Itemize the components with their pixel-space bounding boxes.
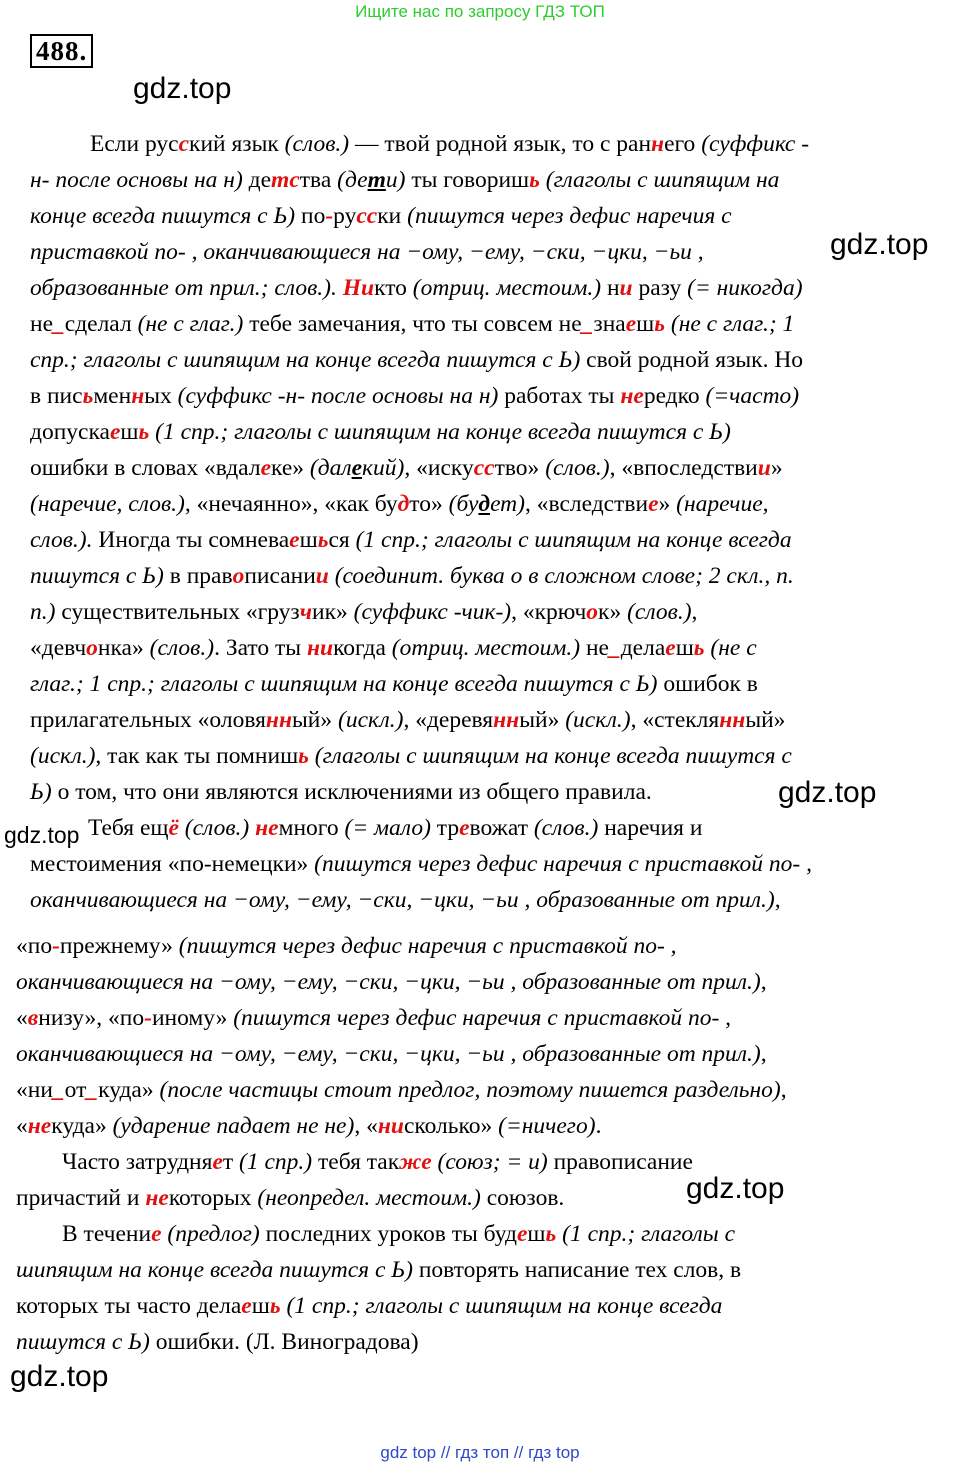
- paragraph-1: Если русский язык (слов.) — твой родной язык, то с раннего (суффикс - н- после основы на н) детства (дети) ты говоришь (глаголы с шипящим на конце всегда пишутся с Ь) по-русски (пишутся через дефис наречия с приставкой по- , оканчивающиеся на −ому, −ему, −ски, −цки, −ьи , образованные от прил.; слов.). Никто (отриц. местоим.) ни разу (= никогда) не_сделал (не с глаг.) тебе замечания, что ты совсем не_знаешь (не с глаг.; 1 спр.; глаголы с шипящим на конце всегда пишутся с Ь) свой родной язык. Но в письменных (суффикс -н- после основы на н) работах ты нередко (=часто) допускаешь (1 спр.; глаголы с шипящим на конце всегда пишутся с Ь) ошибки в словах «вдалеке» (далекий), «искусство» (слов.), «впоследствии» (наречие, слов.), «нечаянно», «как будто» (будет), «вследствие» (наречие, слов.). Иногда ты сомневаешься (1 спр.; глаголы с шипящим на конце всегда пишутся с Ь) в правописании (соединит. буква о в сложном слове; 2 скл., п. п.) существительных «грузчик» (суффикс -чик-), «крючок» (слов.), «девчонка» (слов.). Зато ты никогда (отриц. местоим.) не_делаешь (не с глаг.; 1 спр.; глаголы с шипящим на конце всегда пишутся с Ь) ошибок в прилагательных «оловянный» (искл.), «деревянный» (искл.), «стеклянный» (искл.), так как ты помнишь (глаголы с шипящим на конце всегда пишутся с Ь) о том, что они являются исключениями из общего правила. Тебя ещё (слов.) немного (= мало) тревожат (слов.) наречия и местоимения «по-немецки» (пишутся через дефис наречия с приставкой по- , оканчивающиеся на −ому, −ему, −ски, −цки, −ьи , образованные от прил.),: [30, 131, 812, 913]
- watermark: gdz.top: [4, 822, 80, 848]
- watermark: gdz.top: [133, 72, 232, 105]
- source-attribution: (Л. Виноградова): [245, 1329, 419, 1355]
- watermark: gdz.top: [830, 228, 929, 261]
- footer-link[interactable]: gdz top: [380, 1443, 437, 1462]
- footer-separator: //: [513, 1443, 524, 1462]
- watermark: gdz.top: [686, 1172, 785, 1205]
- paragraph-2: «по-прежнему» (пишутся через дефис наречия с приставкой по- , оканчивающиеся на −ому, −ему, −ски, −цки, −ьи , образованные от прил.), «внизу», «по-иному» (пишутся через дефис наречия с приставкой по- , оканчивающиеся на −ому, −ему, −ски, −цки, −ьи , образованные от прил.), «ни_от_куда» (после частицы стоит предлог, поэтому пишется раздельно), «некуда» (ударение падает не не), «нисколько» (=ничего). Часто затрудняет (1 спр.) тебя также (союз; = и) правописание причастий и некоторых (неопредел. местоим.) союзов. В течение (предлог) последних уроков ты будешь (1 спр.; глаголы с шипящим на конце всегда пишутся с Ь) повторять написание тех слов, в которых ты часто делаешь (1 спр.; глаголы с шипящим на конце всегда пишутся с Ь) ошибки. (Л. Виноградова): [16, 933, 787, 1355]
- footer-links: [0, 1443, 960, 1463]
- watermark: gdz.top: [778, 776, 877, 809]
- footer-separator: //: [440, 1443, 451, 1462]
- footer-link[interactable]: гдз топ: [455, 1443, 510, 1462]
- watermark: gdz.top: [10, 1360, 109, 1393]
- top-banner[interactable]: Ищите нас по запросу ГДЗ ТОП: [355, 2, 605, 21]
- exercise-number: 488.: [30, 34, 93, 68]
- footer-link[interactable]: гдз top: [528, 1443, 580, 1462]
